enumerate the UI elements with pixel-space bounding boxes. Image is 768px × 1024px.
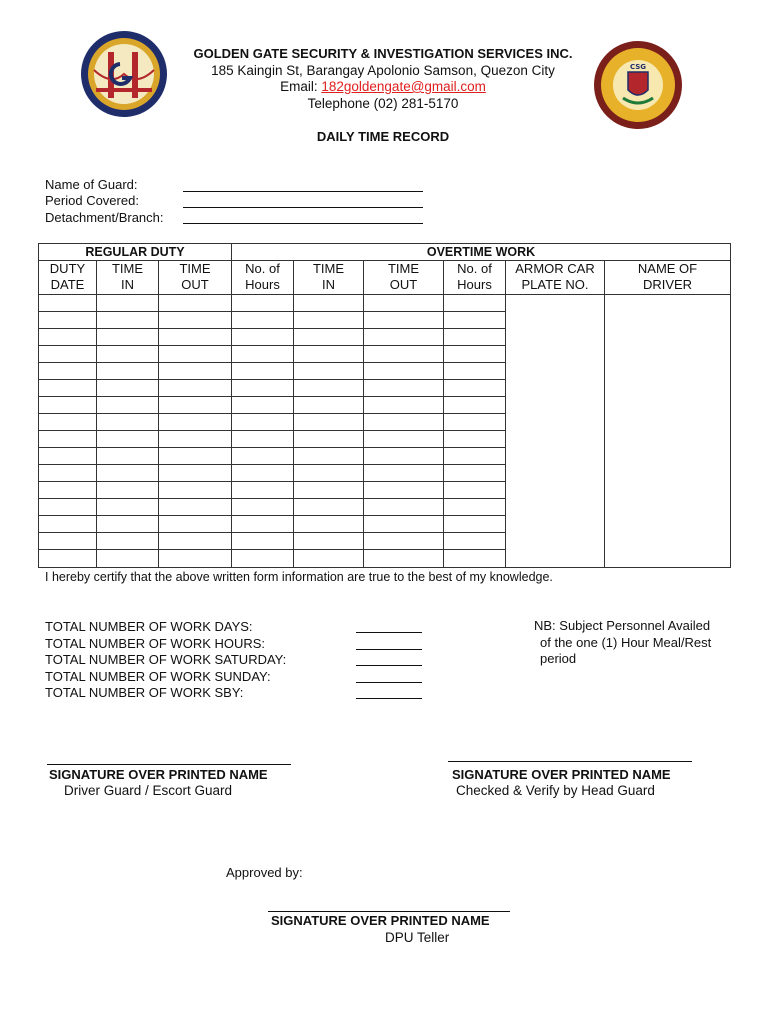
table-cell[interactable] <box>97 380 159 397</box>
table-cell[interactable] <box>232 550 294 568</box>
head-guard-signature-title: SIGNATURE OVER PRINTED NAME <box>452 767 671 782</box>
total-label: TOTAL NUMBER OF WORK SUNDAY: <box>45 668 271 684</box>
table-cell[interactable] <box>232 329 294 346</box>
name-of-guard-field[interactable] <box>183 191 423 192</box>
table-cell[interactable] <box>294 312 364 329</box>
table-cell[interactable] <box>39 499 97 516</box>
table-cell[interactable] <box>39 414 97 431</box>
table-cell[interactable] <box>444 329 506 346</box>
table-cell[interactable] <box>159 329 232 346</box>
column-header-line: No. of <box>457 261 492 276</box>
table-cell[interactable] <box>364 482 444 499</box>
table-cell[interactable] <box>232 414 294 431</box>
period-covered-label: Period Covered: <box>45 193 139 208</box>
table-cell[interactable] <box>97 312 159 329</box>
table-cell[interactable] <box>159 414 232 431</box>
table-cell[interactable] <box>364 550 444 568</box>
head-guard-signature-line[interactable] <box>448 761 692 762</box>
column-header-line: PLATE NO. <box>521 277 589 292</box>
table-cell[interactable] <box>294 414 364 431</box>
table-cell[interactable] <box>232 533 294 550</box>
table-cell[interactable] <box>294 346 364 363</box>
table-cell[interactable] <box>159 533 232 550</box>
table-cell[interactable] <box>364 465 444 482</box>
table-cell[interactable] <box>232 499 294 516</box>
note-line-3: period <box>540 651 577 666</box>
table-cell[interactable] <box>159 550 232 568</box>
table-cell[interactable] <box>39 448 97 465</box>
table-cell[interactable] <box>294 499 364 516</box>
column-header-line: TIME <box>111 261 144 276</box>
table-cell[interactable] <box>97 397 159 414</box>
table-cell[interactable] <box>294 516 364 533</box>
detachment-field[interactable] <box>183 223 423 224</box>
table-cell[interactable] <box>364 499 444 516</box>
note-line-1: NB: Subject Personnel Availed <box>534 618 711 633</box>
regular-duty-header: REGULAR DUTY <box>39 244 232 261</box>
table-cell[interactable] <box>444 533 506 550</box>
dpu-teller-signature-title: SIGNATURE OVER PRINTED NAME <box>271 913 490 928</box>
table-cell[interactable] <box>39 397 97 414</box>
totals-section <box>45 618 425 701</box>
table-cell[interactable] <box>444 448 506 465</box>
table-cell[interactable] <box>294 397 364 414</box>
table-cell[interactable] <box>97 329 159 346</box>
driver-signature-line[interactable] <box>47 764 291 765</box>
column-header-line: TIME <box>179 261 211 276</box>
table-cell[interactable] <box>159 346 232 363</box>
table-cell[interactable] <box>159 295 232 312</box>
table-cell[interactable] <box>97 363 159 380</box>
meal-rest-note <box>534 618 711 668</box>
table-cell[interactable] <box>444 295 506 312</box>
company-email-line <box>150 79 616 95</box>
name-of-guard-label: Name of Guard: <box>45 177 138 192</box>
svg-text:CSG: CSG <box>629 63 647 71</box>
table-cell[interactable] <box>364 533 444 550</box>
table-cell[interactable] <box>97 346 159 363</box>
column-header-line: IN <box>322 277 335 292</box>
table-cell[interactable] <box>39 295 97 312</box>
table-cell[interactable] <box>97 533 159 550</box>
table-cell[interactable] <box>39 346 97 363</box>
column-header <box>39 261 97 295</box>
column-header <box>605 261 731 295</box>
table-cell[interactable] <box>159 431 232 448</box>
table-cell[interactable] <box>159 397 232 414</box>
table-cell[interactable] <box>39 533 97 550</box>
column-header-line: DRIVER <box>642 277 693 292</box>
table-cell[interactable] <box>97 448 159 465</box>
table-cell[interactable] <box>444 431 506 448</box>
table-cell[interactable] <box>444 482 506 499</box>
column-header-line: OUT <box>389 277 418 292</box>
period-covered-field[interactable] <box>183 207 423 208</box>
document-title: DAILY TIME RECORD <box>316 129 450 144</box>
time-record-table <box>38 243 731 568</box>
detachment-label: Detachment/Branch: <box>45 210 164 225</box>
table-cell[interactable] <box>364 329 444 346</box>
table-cell[interactable] <box>97 431 159 448</box>
certification-statement: I hereby certify that the above written form information are true to the best of my knowledge. <box>45 570 553 584</box>
total-value-field[interactable] <box>356 635 422 650</box>
column-header-line: DATE <box>50 277 85 292</box>
total-row <box>45 684 425 701</box>
table-cell[interactable] <box>39 363 97 380</box>
table-cell[interactable] <box>39 482 97 499</box>
table-cell[interactable] <box>39 380 97 397</box>
table-cell[interactable] <box>159 448 232 465</box>
table-cell[interactable] <box>364 295 444 312</box>
note-line-2: of the one (1) Hour Meal/Rest <box>540 634 712 650</box>
table-cell[interactable] <box>232 363 294 380</box>
total-row <box>45 651 425 668</box>
column-header <box>159 261 232 295</box>
table-cell[interactable] <box>232 397 294 414</box>
column-header-line: TIME <box>387 261 420 276</box>
column-header-line: NAME OF <box>637 261 698 276</box>
email-label: Email: <box>280 79 318 94</box>
total-label: TOTAL NUMBER OF WORK SBY: <box>45 685 244 700</box>
total-row <box>45 668 425 685</box>
table-cell[interactable] <box>159 363 232 380</box>
table-cell[interactable] <box>364 363 444 380</box>
column-header-line: No. of <box>245 261 280 276</box>
table-cell[interactable] <box>232 465 294 482</box>
approved-by-label: Approved by: <box>226 865 303 880</box>
table-cell[interactable] <box>39 312 97 329</box>
table-cell[interactable] <box>232 380 294 397</box>
table-cell[interactable] <box>232 448 294 465</box>
table-cell[interactable] <box>294 363 364 380</box>
table-cell[interactable] <box>294 482 364 499</box>
table-cell[interactable] <box>39 431 97 448</box>
table-cell[interactable] <box>39 329 97 346</box>
driver-signature-title: SIGNATURE OVER PRINTED NAME <box>49 767 268 782</box>
overtime-work-header: OVERTIME WORK <box>232 244 731 261</box>
column-header <box>294 261 364 295</box>
total-row <box>45 635 425 652</box>
table-cell[interactable] <box>444 397 506 414</box>
total-value-field[interactable] <box>356 668 422 683</box>
total-value-field[interactable] <box>356 684 422 699</box>
table-cell[interactable] <box>159 499 232 516</box>
table-cell[interactable] <box>159 482 232 499</box>
table-cell[interactable] <box>159 465 232 482</box>
table-cell[interactable] <box>444 550 506 568</box>
table-cell[interactable] <box>159 312 232 329</box>
table-cell[interactable] <box>364 448 444 465</box>
table-row <box>39 295 731 312</box>
armor-car-plate-cell[interactable] <box>506 295 605 568</box>
table-cell[interactable] <box>232 295 294 312</box>
table-cell[interactable] <box>97 516 159 533</box>
table-cell[interactable] <box>444 380 506 397</box>
total-value-field[interactable] <box>356 618 422 633</box>
table-cell[interactable] <box>294 465 364 482</box>
table-cell[interactable] <box>444 363 506 380</box>
table-cell[interactable] <box>364 397 444 414</box>
table-cell[interactable] <box>364 431 444 448</box>
table-cell[interactable] <box>97 499 159 516</box>
table-cell[interactable] <box>159 380 232 397</box>
table-cell[interactable] <box>97 414 159 431</box>
table-cell[interactable] <box>364 414 444 431</box>
table-cell[interactable] <box>232 516 294 533</box>
column-header-line: DUTY <box>49 261 86 276</box>
driver-signature-role: Driver Guard / Escort Guard <box>64 783 233 798</box>
total-label: TOTAL NUMBER OF WORK HOURS: <box>45 635 266 651</box>
table-cell[interactable] <box>444 465 506 482</box>
table-cell[interactable] <box>294 550 364 568</box>
table-cell[interactable] <box>364 380 444 397</box>
table-cell[interactable] <box>39 550 97 568</box>
company-telephone: Telephone (02) 281-5170 <box>307 96 459 111</box>
table-cell[interactable] <box>294 448 364 465</box>
table-cell[interactable] <box>444 312 506 329</box>
table-cell[interactable] <box>159 516 232 533</box>
column-header-line: Hours <box>245 277 280 292</box>
table-cell[interactable] <box>364 346 444 363</box>
dpu-teller-signature-role: DPU Teller <box>385 930 450 945</box>
table-cell[interactable] <box>232 482 294 499</box>
table-cell[interactable] <box>97 465 159 482</box>
column-header <box>364 261 444 295</box>
head-guard-signature-role: Checked & Verify by Head Guard <box>456 783 655 798</box>
table-cell[interactable] <box>444 499 506 516</box>
table-cell[interactable] <box>97 550 159 568</box>
table-cell[interactable] <box>294 295 364 312</box>
table-cell[interactable] <box>294 380 364 397</box>
table-cell[interactable] <box>364 312 444 329</box>
table-cell[interactable] <box>97 295 159 312</box>
table-cell[interactable] <box>39 465 97 482</box>
table-cell[interactable] <box>39 516 97 533</box>
table-cell[interactable] <box>232 431 294 448</box>
table-cell[interactable] <box>294 533 364 550</box>
column-header-line: IN <box>121 277 134 292</box>
column-header <box>232 261 294 295</box>
table-cell[interactable] <box>294 329 364 346</box>
column-header-line: ARMOR CAR <box>515 261 595 276</box>
column-header <box>97 261 159 295</box>
column-header-line: OUT <box>181 277 209 292</box>
total-label: TOTAL NUMBER OF WORK SATURDAY: <box>45 652 287 667</box>
table-cell[interactable] <box>364 516 444 533</box>
total-label: TOTAL NUMBER OF WORK DAYS: <box>45 619 253 634</box>
total-value-field[interactable] <box>356 651 422 666</box>
company-name: GOLDEN GATE SECURITY & INVESTIGATION SERVICES INC. <box>193 46 573 61</box>
table-cell[interactable] <box>444 516 506 533</box>
total-row <box>45 618 425 635</box>
dpu-teller-signature-line[interactable] <box>268 911 510 912</box>
column-header-line: TIME <box>312 261 345 276</box>
table-cell[interactable] <box>232 346 294 363</box>
email-link[interactable]: 182goldengate@gmail.com <box>321 79 486 94</box>
driver-name-cell[interactable] <box>605 295 731 568</box>
column-header-line: Hours <box>457 277 492 292</box>
table-cell[interactable] <box>444 346 506 363</box>
company-address: 185 Kaingin St, Barangay Apolonio Samson, Quezon City <box>211 63 555 78</box>
table-cell[interactable] <box>97 482 159 499</box>
table-cell[interactable] <box>232 312 294 329</box>
table-cell[interactable] <box>294 431 364 448</box>
column-header <box>444 261 506 295</box>
table-cell[interactable] <box>444 414 506 431</box>
column-header <box>506 261 605 295</box>
